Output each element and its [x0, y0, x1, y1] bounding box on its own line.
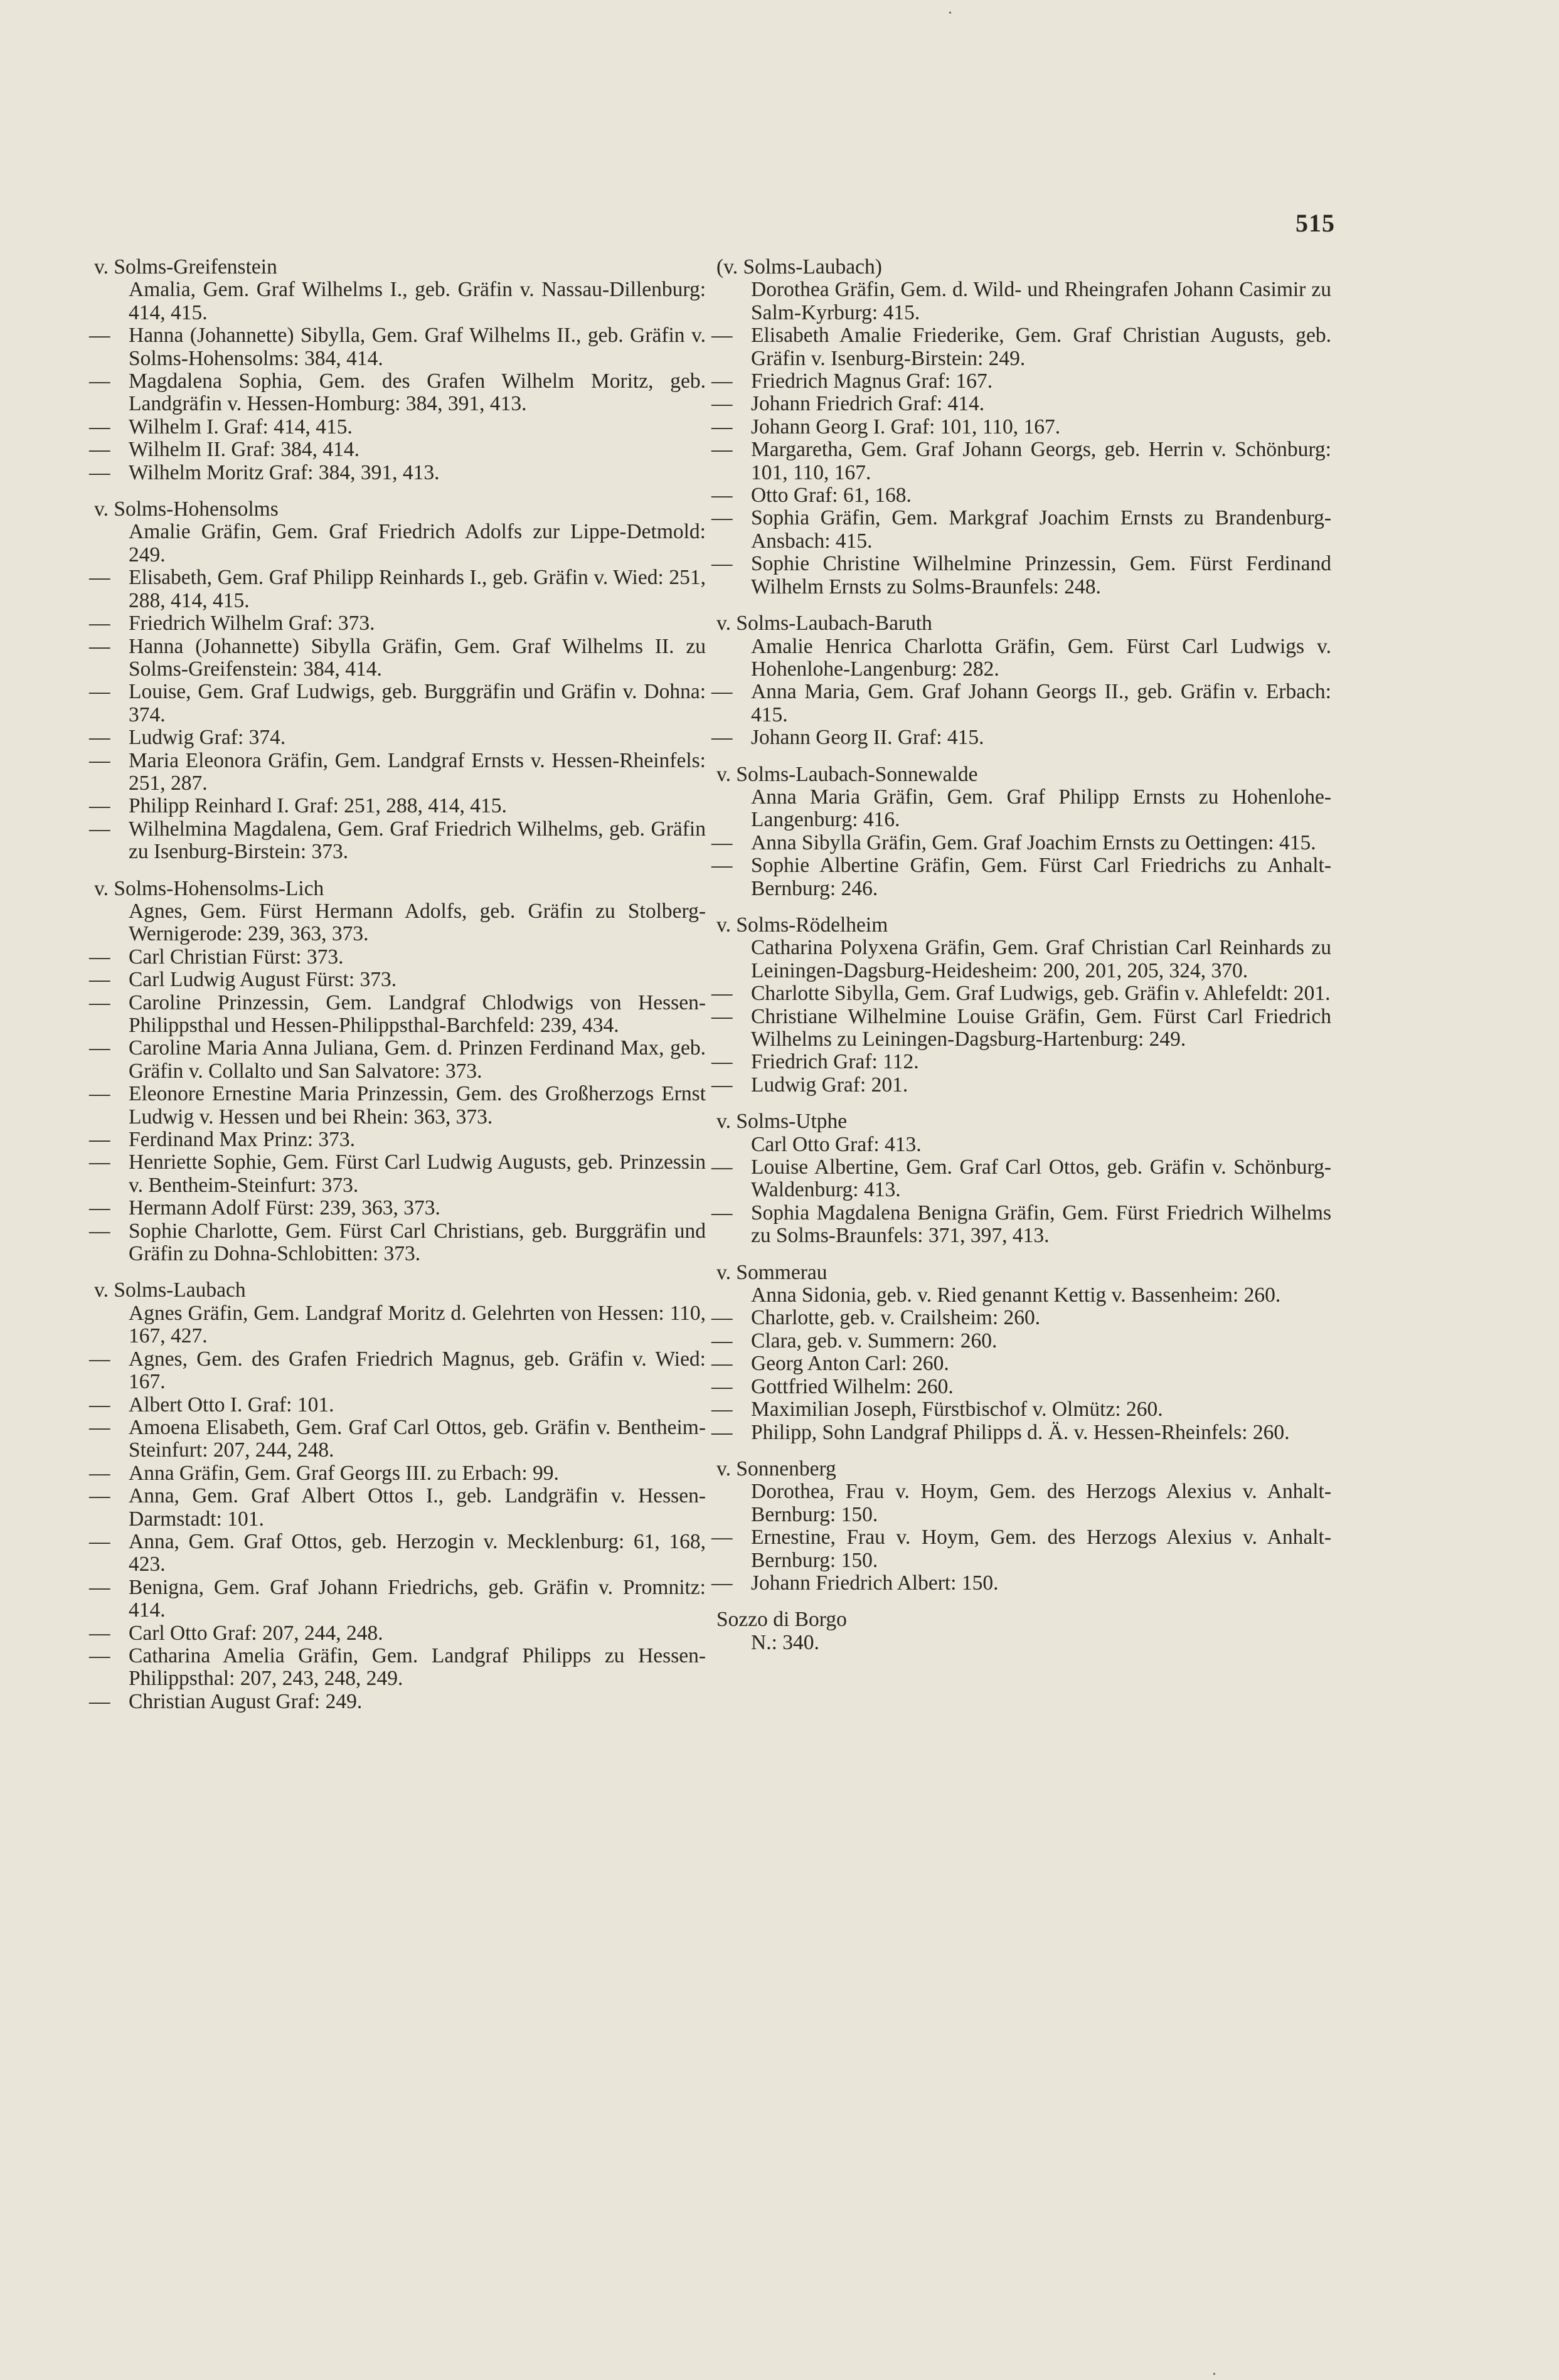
section-heading: v. Sommerau [716, 1260, 827, 1284]
index-entry: — Elisabeth Amalie Friederike, Gem. Graf Christian Augusts, geb. Gräfin v. Isenburg-Birstein: 249. [716, 324, 1331, 370]
speck-mark: • [949, 9, 952, 18]
index-entry: — Hanna (Johannette) Sibylla, Gem. Graf Wilhelms II., geb. Gräfin v. Solms-Hohensolms: 384, 414. [94, 324, 706, 370]
page-number: 515 [1296, 209, 1335, 237]
section-heading: v. Solms-Hohensolms-Lich [94, 876, 324, 900]
index-entry: — Sophie Albertine Gräfin, Gem. Fürst Carl Friedrichs zu Anhalt-Bernburg: 246. [716, 854, 1331, 900]
index-entry: — Philipp Reinhard I. Graf: 251, 288, 414, 415. [94, 795, 706, 817]
index-entry: Catharina Polyxena Gräfin, Gem. Graf Christian Carl Reinhards zu Leiningen-Dagsburg-Heidesheim: 200, 201, 205, 324, 370. [751, 936, 1331, 982]
index-entry: Agnes Gräfin, Gem. Landgraf Moritz d. Gelehrten von Hessen: 110, 167, 427. [129, 1301, 706, 1348]
index-entry: — Georg Anton Carl: 260. [716, 1352, 1331, 1375]
index-entry: — Sophia Gräfin, Gem. Markgraf Joachim Ernsts zu Brandenburg-Ansbach: 415. [716, 507, 1331, 553]
index-entry: — Anna, Gem. Graf Albert Ottos I., geb. Landgräfin v. Hessen-Darmstadt: 101. [94, 1485, 706, 1531]
index-section [716, 914, 1331, 1097]
index-entry: — Maria Eleonora Gräfin, Gem. Landgraf Ernsts v. Hessen-Rheinfels: 251, 287. [94, 750, 706, 795]
section-heading: v. Solms-Laubach-Sonnewalde [716, 762, 978, 786]
index-entry: — Friedrich Graf: 112. [716, 1051, 1331, 1073]
section-heading: Sozzo di Borgo [716, 1608, 847, 1632]
index-section [94, 498, 706, 864]
index-entry: — Anna Gräfin, Gem. Graf Georgs III. zu Erbach: 99. [94, 1462, 706, 1485]
section-heading: v. Solms-Utphe [716, 1110, 848, 1134]
index-section [716, 1458, 1331, 1595]
index-entry: — Johann Georg II. Graf: 415. [716, 726, 1331, 749]
index-section [94, 878, 706, 1266]
right-column [716, 256, 1331, 1668]
index-entry: — Ludwig Graf: 374. [94, 726, 706, 749]
index-entry: — Louise, Gem. Graf Ludwigs, geb. Burggräfin und Gräfin v. Dohna: 374. [94, 681, 706, 726]
index-entry: — Sophia Magdalena Benigna Gräfin, Gem. Fürst Friedrich Wilhelms zu Solms-Braunfels: 371, 397, 413. [716, 1202, 1331, 1248]
index-entry: — Benigna, Gem. Graf Johann Friedrichs, geb. Gräfin v. Promnitz: 414. [94, 1576, 706, 1622]
section-heading: v. Solms-Laubach [94, 1278, 246, 1302]
index-entry: — Christian August Graf: 249. [94, 1691, 706, 1713]
section-heading: v. Solms-Rödelheim [716, 913, 888, 937]
left-column [94, 256, 706, 1727]
index-entry: — Friedrich Magnus Graf: 167. [716, 370, 1331, 393]
index-entry: — Margaretha, Gem. Graf Johann Georgs, geb. Herrin v. Schönburg: 101, 110, 167. [716, 438, 1331, 484]
index-section [94, 256, 706, 484]
index-entry: Amalia, Gem. Graf Wilhelms I., geb. Gräfin v. Nassau-Dillenburg: 414, 415. [129, 278, 706, 324]
index-entry: — Henriette Sophie, Gem. Fürst Carl Ludwig Augusts, geb. Prinzessin v. Bentheim-Steinfurt: 373. [94, 1151, 706, 1197]
index-entry: — Wilhelm II. Graf: 384, 414. [94, 438, 706, 461]
index-entry: Dorothea Gräfin, Gem. d. Wild- und Rheingrafen Johann Casimir zu Salm-Kyrburg: 415. [751, 278, 1331, 324]
index-entry: — Caroline Prinzessin, Gem. Landgraf Chlodwigs von Hessen-Philippsthal und Hessen-Philippsthal-Barchfeld: 239, 434. [94, 992, 706, 1038]
section-heading: v. Solms-Laubach-Baruth [716, 612, 932, 635]
index-entry: Dorothea, Frau v. Hoym, Gem. des Herzogs Alexius v. Anhalt-Bernburg: 150. [751, 1480, 1331, 1526]
index-entry: — Philipp, Sohn Landgraf Philipps d. Ä. v. Hessen-Rheinfels: 260. [716, 1421, 1331, 1444]
index-entry: — Carl Otto Graf: 207, 244, 248. [94, 1622, 706, 1645]
index-entry: — Johann Friedrich Albert: 150. [716, 1572, 1331, 1595]
index-entry: — Maximilian Joseph, Fürstbischof v. Olmütz: 260. [716, 1398, 1331, 1421]
index-entry: — Hanna (Johannette) Sibylla Gräfin, Gem. Graf Wilhelms II. zu Solms-Greifenstein: 384, 414. [94, 635, 706, 681]
index-section [716, 1262, 1331, 1444]
index-entry: — Agnes, Gem. des Grafen Friedrich Magnus, geb. Gräfin v. Wied: 167. [94, 1348, 706, 1394]
index-entry: — Albert Otto I. Graf: 101. [94, 1394, 706, 1416]
index-entry: Anna Sidonia, geb. v. Ried genannt Kettig v. Bassenheim: 260. [751, 1283, 1281, 1307]
index-section [94, 1279, 706, 1713]
index-entry: — Magdalena Sophia, Gem. des Grafen Wilhelm Moritz, geb. Landgräfin v. Hessen-Homburg: 384, 391, 413. [94, 370, 706, 416]
index-entry: — Johann Friedrich Graf: 414. [716, 393, 1331, 415]
index-entry: — Sophie Christine Wilhelmine Prinzessin, Gem. Fürst Ferdinand Wilhelm Ernsts zu Solms-Braunfels: 248. [716, 553, 1331, 598]
index-entry: — Ludwig Graf: 201. [716, 1074, 1331, 1097]
index-entry: — Wilhelm Moritz Graf: 384, 391, 413. [94, 462, 706, 484]
index-entry: — Anna Sibylla Gräfin, Gem. Graf Joachim Ernsts zu Oettingen: 415. [716, 832, 1331, 854]
index-section [716, 1608, 1331, 1654]
index-entry: Amalie Gräfin, Gem. Graf Friedrich Adolfs zur Lippe-Detmold: 249. [129, 520, 706, 566]
index-entry: — Sophie Charlotte, Gem. Fürst Carl Christians, geb. Burggräfin und Gräfin zu Dohna-Schlobitten: 373. [94, 1220, 706, 1266]
index-entry: — Friedrich Wilhelm Graf: 373. [94, 612, 706, 635]
index-section [716, 763, 1331, 900]
index-entry: N.: 340. [751, 1630, 819, 1654]
index-entry: — Ferdinand Max Prinz: 373. [94, 1129, 706, 1151]
index-entry: — Eleonore Ernestine Maria Prinzessin, Gem. des Großherzogs Ernst Ludwig v. Hessen und bei Rhein: 363, 373. [94, 1083, 706, 1129]
index-entry: — Wilhelm I. Graf: 414, 415. [94, 416, 706, 438]
index-entry: Agnes, Gem. Fürst Hermann Adolfs, geb. Gräfin zu Stolberg-Wernigerode: 239, 363, 373. [129, 899, 706, 946]
index-entry: — Christiane Wilhelmine Louise Gräfin, Gem. Fürst Carl Friedrich Wilhelms zu Leiningen-Dagsburg-Hartenburg: 249. [716, 1006, 1331, 1051]
index-entry: — Ernestine, Frau v. Hoym, Gem. des Herzogs Alexius v. Anhalt-Bernburg: 150. [716, 1526, 1331, 1572]
index-section [716, 1110, 1331, 1247]
speck-mark: • [1213, 2370, 1216, 2379]
index-entry: Carl Otto Graf: 413. [751, 1132, 922, 1156]
index-entry: — Anna, Gem. Graf Ottos, geb. Herzogin v. Mecklenburg: 61, 168, 423. [94, 1531, 706, 1576]
index-entry: — Gottfried Wilhelm: 260. [716, 1376, 1331, 1398]
index-entry: — Caroline Maria Anna Juliana, Gem. d. Prinzen Ferdinand Max, geb. Gräfin v. Collalto und San Salvatore: 373. [94, 1037, 706, 1083]
index-entry: — Louise Albertine, Gem. Graf Carl Ottos, geb. Gräfin v. Schönburg-Waldenburg: 413. [716, 1156, 1331, 1202]
index-entry: — Johann Georg I. Graf: 101, 110, 167. [716, 416, 1331, 438]
index-entry: — Amoena Elisabeth, Gem. Graf Carl Ottos, geb. Gräfin v. Bentheim-Steinfurt: 207, 244, 248. [94, 1416, 706, 1462]
index-entry: — Charlotte, geb. v. Crailsheim: 260. [716, 1307, 1331, 1329]
section-heading: (v. Solms-Laubach) [716, 255, 882, 279]
index-section [716, 612, 1331, 749]
index-entry: — Hermann Adolf Fürst: 239, 363, 373. [94, 1197, 706, 1219]
index-entry: — Carl Christian Fürst: 373. [94, 946, 706, 969]
section-heading: v. Sonnenberg [716, 1457, 836, 1480]
index-entry: — Clara, geb. v. Summern: 260. [716, 1330, 1331, 1352]
index-entry: — Carl Ludwig August Fürst: 373. [94, 969, 706, 991]
index-entry: — Catharina Amelia Gräfin, Gem. Landgraf Philipps zu Hessen-Philippsthal: 207, 243, 248, 249. [94, 1645, 706, 1691]
index-entry: — Elisabeth, Gem. Graf Philipp Reinhards I., geb. Gräfin v. Wied: 251, 288, 414, 415. [94, 566, 706, 612]
index-section [716, 256, 1331, 598]
index-entry: Amalie Henrica Charlotta Gräfin, Gem. Fürst Carl Ludwigs v. Hohenlohe-Langenburg: 282. [751, 634, 1331, 681]
index-entry: — Anna Maria, Gem. Graf Johann Georgs II., geb. Gräfin v. Erbach: 415. [716, 681, 1331, 726]
index-entry: — Wilhelmina Magdalena, Gem. Graf Friedrich Wilhelms, geb. Gräfin zu Isenburg-Birstein: 373. [94, 818, 706, 864]
section-heading: v. Solms-Hohensolms [94, 497, 279, 521]
section-heading: v. Solms-Greifenstein [94, 255, 277, 279]
index-entry: — Charlotte Sibylla, Gem. Graf Ludwigs, geb. Gräfin v. Ahlefeldt: 201. [716, 982, 1331, 1005]
index-entry: Anna Maria Gräfin, Gem. Graf Philipp Ernsts zu Hohenlohe-Langenburg: 416. [751, 785, 1331, 832]
index-entry: — Otto Graf: 61, 168. [716, 484, 1331, 507]
